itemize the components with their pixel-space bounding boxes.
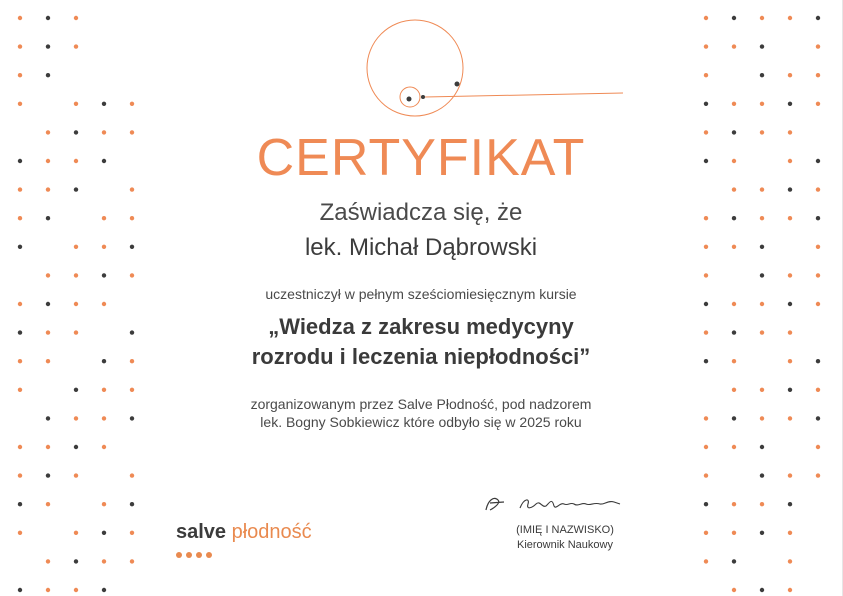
signatory-name-placeholder: (IMIĘ I NAZWISKO) bbox=[516, 524, 614, 536]
logo-word-plodnosc: płodność bbox=[226, 521, 312, 543]
emblem-dot-b bbox=[455, 82, 460, 87]
emblem-large-circle bbox=[367, 20, 463, 116]
certificate-title: CERTYFIKAT bbox=[256, 129, 586, 187]
salve-logo bbox=[176, 521, 312, 553]
logo-dots bbox=[176, 545, 312, 553]
intro-text: Zaświadcza się, że bbox=[319, 199, 523, 226]
handwritten-signature bbox=[480, 490, 630, 520]
recipient-name: lek. Michał Dąbrowski bbox=[304, 234, 538, 261]
organizer-line-2: lek. Bogny Sobkiewicz które odbyło się w 2025 roku bbox=[260, 414, 582, 430]
participation-text: uczestniczył w pełnym sześciomiesięcznym kursie bbox=[265, 286, 577, 302]
emblem-dot-c bbox=[421, 95, 425, 99]
emblem-dot-a bbox=[407, 97, 412, 102]
course-title-line-1: „Wiedza z zakresu medycyny bbox=[268, 314, 574, 339]
organizer-line-1: zorganizowanym przez Salve Płodność, pod nadzorem bbox=[250, 396, 592, 412]
organizer-text bbox=[0, 395, 842, 431]
logo-wordmark bbox=[176, 521, 312, 543]
course-title-line-2: rozrodu i leczenia niepłodności” bbox=[251, 344, 591, 369]
course-title bbox=[0, 312, 842, 372]
logo-word-salve: salve bbox=[176, 521, 227, 543]
signatory-role: Kierownik Naukowy bbox=[517, 539, 613, 551]
signature-caption bbox=[490, 523, 640, 553]
